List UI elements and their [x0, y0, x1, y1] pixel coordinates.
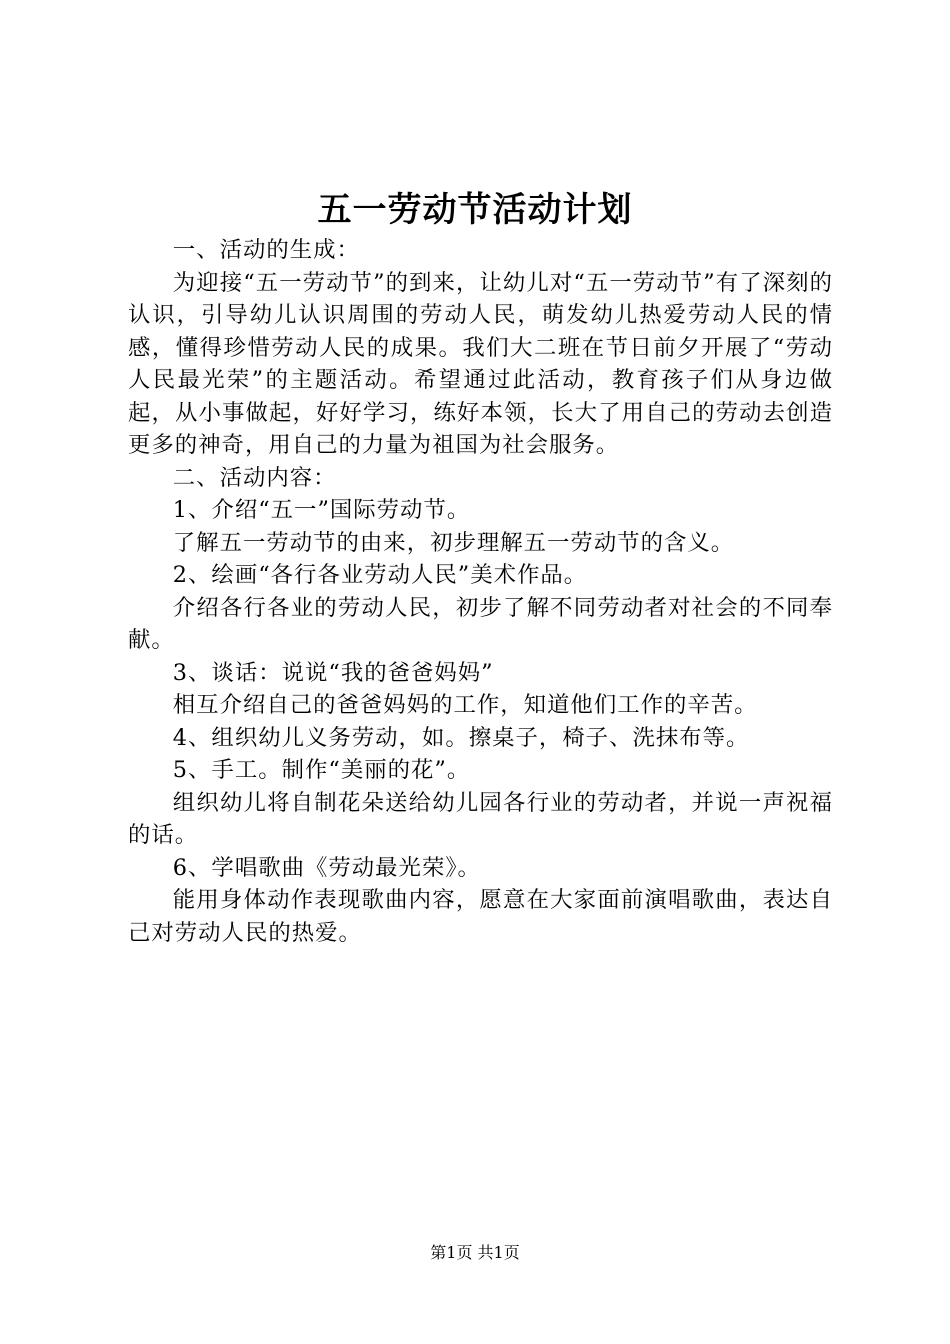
item-4-heading: 4、组织幼儿义务劳动，如。擦桌子，椅子、洗抹布等。 [172, 724, 750, 751]
page-footer: 第1页 共1页 [430, 1243, 520, 1262]
section-heading-content: 二、活动内容： [172, 464, 337, 491]
paragraph-generation: 为迎接“五一劳动节”的到来，让幼儿对“五一劳动节”有了深刻的认识，引导幼儿认识周围的劳动人民，萌发幼儿热爱劳动人民的情感，懂得珍惜劳动人民的成果。我们大二班在节日前夕开展了“劳动人民最光荣”的主题活动。希望通过此活动，教育孩子们从身边做起，从小事做起，好好学习，练好本领，长大了用自己的劳动去创造更多的神奇，用自己的力量为祖国为社会服务。 [128, 269, 833, 458]
document-body [128, 234, 833, 949]
section-heading-generation: 一、活动的生成： [172, 237, 360, 263]
item-3-heading: 3、谈话：说说“我的爸爸妈妈” [172, 659, 494, 686]
document-title: 五一劳动节活动计划 [317, 190, 633, 230]
item-1-heading: 1、介绍“五一”国际劳动节。 [172, 497, 471, 523]
item-6-text: 能用身体动作表现歌曲内容，愿意在大家面前演唱歌曲，表达自己对劳动人民的热爱。 [128, 887, 833, 946]
item-6-heading: 6、学唱歌曲《劳动最光荣》。 [172, 854, 481, 881]
item-5-text: 组织幼儿将自制花朵送给幼儿园各行业的劳动者，并说一声祝福的话。 [128, 789, 833, 848]
item-2-heading: 2、绘画“各行各业劳动人民”美术作品。 [172, 562, 588, 588]
item-3-text: 相互介绍自己的爸爸妈妈的工作，知道他们工作的辛苦。 [172, 692, 758, 718]
item-5-heading: 5、手工。制作“美丽的花”。 [172, 757, 471, 783]
item-1-text: 了解五一劳动节的由来，初步理解五一劳动节的含义。 [172, 529, 735, 556]
item-2-text: 介绍各行各业的劳动人民，初步了解不同劳动者对社会的不同奉献。 [128, 594, 833, 653]
